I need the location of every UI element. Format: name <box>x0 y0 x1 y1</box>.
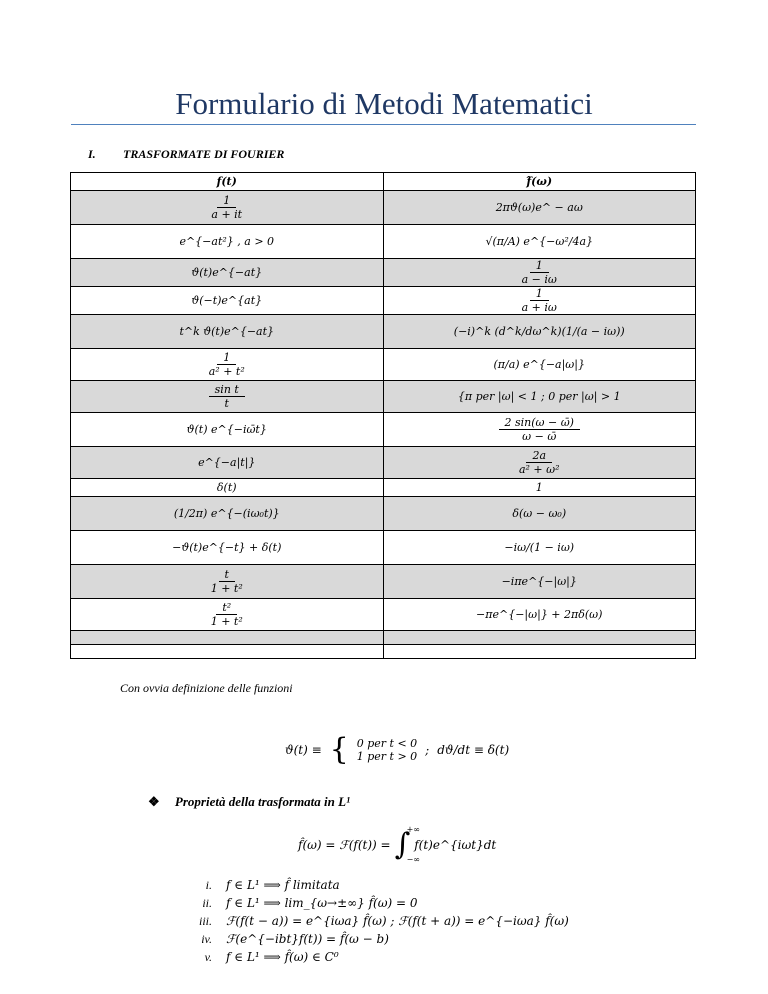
item-number: v. <box>204 949 212 964</box>
lower-limit: −∞ <box>406 855 420 864</box>
property-list <box>170 876 569 966</box>
formula-cell <box>71 631 384 645</box>
separator: ; <box>425 743 430 757</box>
formula-cell: 1 <box>383 479 696 497</box>
formula-cell: (1/2π) e^{−(iω₀t)} <box>71 497 384 531</box>
formula-cell: t^k ϑ(t)e^{−at} <box>71 315 384 349</box>
fraction <box>499 416 580 443</box>
fraction-cell <box>71 349 384 381</box>
transform-definition <box>298 825 497 864</box>
definition-note: Con ovvia definizione delle funzioni <box>120 681 293 695</box>
title-rule <box>71 124 696 125</box>
upper-limit: +∞ <box>406 825 420 834</box>
fraction-cell <box>71 599 384 631</box>
fraction <box>516 259 563 286</box>
diamond-bullet-icon: ❖ <box>148 794 160 809</box>
property-heading-text: Proprietà della trasformata in L¹ <box>174 794 350 809</box>
item-number: iii. <box>198 913 212 928</box>
formula-cell: −πe^{−|ω|} + 2πδ(ω) <box>383 599 696 631</box>
fraction <box>516 287 563 314</box>
fraction <box>513 449 566 476</box>
formula-cell: (π/a) e^{−a|ω|} <box>383 349 696 381</box>
theta-lhs: ϑ(t) ≡ <box>285 743 322 757</box>
item-number: ii. <box>202 895 212 910</box>
table-row <box>71 225 696 259</box>
fraction <box>209 383 245 410</box>
denominator: a + iω <box>521 301 557 314</box>
fraction <box>205 194 248 221</box>
fraction <box>205 601 249 628</box>
col-header-f: 𝒇(𝒕) <box>71 173 384 191</box>
item-formula: ℱ(f(t − a)) = e^{iωa} f̂(ω) ; ℱ(f(t + a)) = e^{−iωa} f̂(ω) <box>226 914 569 928</box>
fraction-cell <box>383 447 696 479</box>
denominator: t <box>224 397 229 410</box>
formula-cell <box>383 631 696 645</box>
fraction-cell <box>383 287 696 315</box>
table-row <box>71 259 696 287</box>
item-formula: f ∈ L¹ ⟹ f̂ limitata <box>226 878 340 892</box>
table-row <box>71 447 696 479</box>
numerator: sin t <box>209 383 245 397</box>
list-item <box>170 948 569 966</box>
fraction <box>203 351 251 378</box>
section-heading <box>88 147 284 162</box>
formula-cell <box>383 645 696 659</box>
formula-cell: δ(t) <box>71 479 384 497</box>
section-number: I. <box>88 147 96 161</box>
list-item <box>170 912 569 930</box>
table-row <box>71 531 696 565</box>
table-row <box>71 381 696 413</box>
fraction-cell <box>71 381 384 413</box>
formula-cell <box>71 645 384 659</box>
formula-cell: ϑ(t)e^{−at} <box>71 259 384 287</box>
fraction-cell <box>71 565 384 599</box>
formula-cell: −iπe^{−|ω|} <box>383 565 696 599</box>
formula-cell: e^{−at²} , a > 0 <box>71 225 384 259</box>
case-2: 1 per t > 0 <box>356 750 418 763</box>
fraction-cell <box>71 191 384 225</box>
numerator: 2 sin(ω − ω̄) <box>499 416 580 430</box>
formula-cell: 2πϑ(ω)e^ − aω <box>383 191 696 225</box>
fraction-cell <box>383 259 696 287</box>
numerator: t <box>219 568 235 582</box>
denominator: a² + t² <box>208 365 245 378</box>
numerator: 2a <box>526 449 552 463</box>
integrand: f(t)e^{iωt}dt <box>414 838 497 852</box>
table-row <box>71 497 696 531</box>
formula-cell: −ϑ(t)e^{−t} + δ(t) <box>71 531 384 565</box>
table-row <box>71 191 696 225</box>
formula-cell: −iω/(1 − iω) <box>383 531 696 565</box>
table-row <box>71 413 696 447</box>
page-title: Formulario di Metodi Matematici <box>175 86 593 121</box>
denominator: 1 + t² <box>210 615 243 628</box>
delta-rhs: dϑ/dt ≡ δ(t) <box>437 743 510 757</box>
col-header-F: 𝒇̂(𝝎) <box>383 173 696 191</box>
integral-sign: ∫ +∞ −∞ <box>394 825 420 864</box>
table-row <box>71 645 696 659</box>
numerator: 1 <box>217 194 236 208</box>
formula-cell: e^{−a|t|} <box>71 447 384 479</box>
table-row <box>71 599 696 631</box>
table-row <box>71 565 696 599</box>
list-item <box>170 930 569 948</box>
formula-cell: ϑ(t) e^{−iω̄t} <box>71 413 384 447</box>
case-1: 0 per t < 0 <box>356 737 418 750</box>
heaviside-definition <box>285 732 510 767</box>
numerator: t² <box>216 601 237 615</box>
section-title: TRASFORMATE DI FOURIER <box>123 147 285 161</box>
denominator: a + it <box>211 208 243 221</box>
list-item <box>170 894 569 912</box>
denominator: a − iω <box>521 273 557 286</box>
transform-lhs: f̂(ω) = ℱ(f(t)) = <box>298 838 391 852</box>
table-row <box>71 479 696 497</box>
numerator: 1 <box>217 351 236 365</box>
property-heading <box>148 794 350 810</box>
table-row <box>71 315 696 349</box>
table-row <box>71 287 696 315</box>
formula-cell: {π per |ω| < 1 ; 0 per |ω| > 1 <box>383 381 696 413</box>
denominator: a² + ω² <box>518 463 560 476</box>
formula-cell: (−i)^k (d^k/dω^k)(1/(a − iω)) <box>383 315 696 349</box>
fraction <box>205 568 249 595</box>
formula-cell: δ(ω − ω₀) <box>383 497 696 531</box>
numerator: 1 <box>530 259 549 273</box>
item-number: i. <box>205 877 212 892</box>
item-formula: f ∈ L¹ ⟹ f̂(ω) ∈ C⁰ <box>226 950 339 964</box>
brace: { <box>329 732 349 767</box>
fourier-table <box>70 172 696 659</box>
denominator: 1 + t² <box>210 582 243 595</box>
formula-cell: ϑ(−t)e^{at} <box>71 287 384 315</box>
table-row <box>71 349 696 381</box>
formula-cell: √(π/A) e^{−ω²/4a} <box>383 225 696 259</box>
item-number: iv. <box>201 931 212 946</box>
item-formula: ℱ(e^{−ibt}f(t)) = f̂(ω − b) <box>226 932 389 946</box>
fraction-cell <box>383 413 696 447</box>
item-formula: f ∈ L¹ ⟹ lim_{ω→±∞} f̂(ω) = 0 <box>226 896 418 910</box>
list-item <box>170 876 569 894</box>
numerator: 1 <box>530 287 549 301</box>
table-row <box>71 631 696 645</box>
denominator: ω − ω̄ <box>522 430 557 443</box>
